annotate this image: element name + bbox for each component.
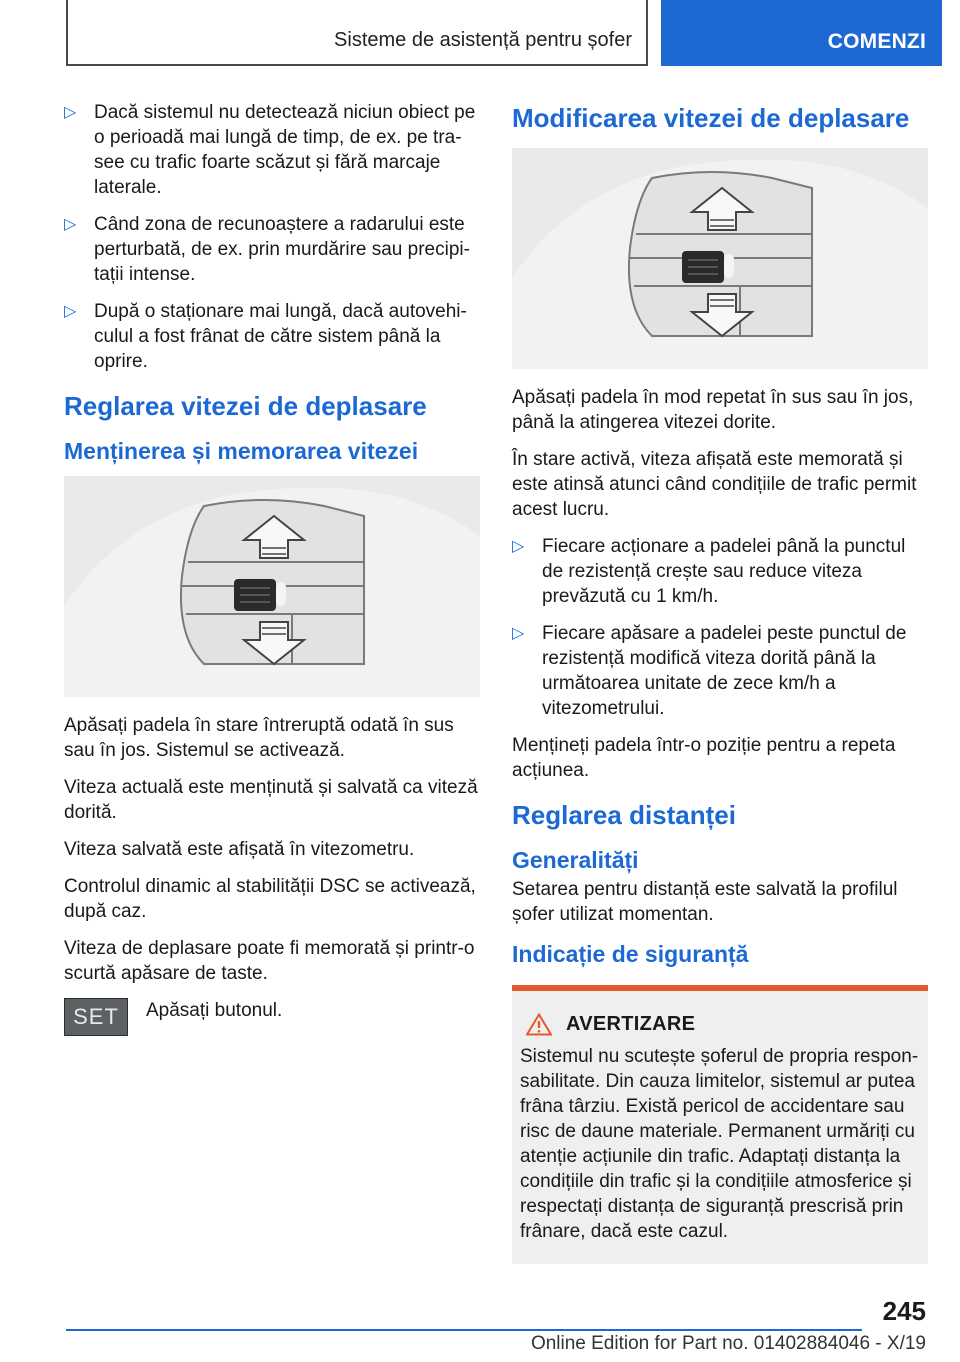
edition-footer: Online Edition for Part no. 01402884046 - X/19	[530, 1333, 926, 1354]
list-item: ▷ După o staționare mai lungă, dacă autovehiculul a fost frânat de către sistem până la oprire.	[64, 301, 467, 372]
paragraph: Viteza de deplasare poate fi memorată și printr-o scurtă apăsare de taste.	[64, 938, 475, 984]
left-column	[64, 100, 480, 1036]
steering-wheel-paddle-image	[64, 476, 480, 697]
heading-change-speed: Modificarea vitezei de deplasare	[512, 103, 910, 133]
paragraph: Viteza salvată este afișată în vitezometru.	[64, 839, 415, 860]
page-number: 245	[882, 1296, 926, 1326]
subheading-general: Generalități	[512, 847, 639, 873]
warning-text: Sistemul nu scutește șoferul de propria responsabilitate. Din cauza limitelor, sistemul ar putea frâna târziu. Există pericol de accidentare sau risc de daune materiale. Permanent urmăriți cu atenție acțiunile din trafic. Adaptați distanța la condițiile din trafic și la condițiile atmosferice și respectați distanța de siguranță prescrisă prin frânare, dacă este cazul.	[520, 1046, 919, 1242]
heading-distance: Reglarea distanței	[512, 800, 736, 830]
triangle-bullet-icon: ▷	[64, 216, 77, 233]
list-item: ▷ Fiecare acționare a padelei până la punctul de rezistență crește sau reduce viteza prevăzută cu 1 km/h.	[512, 536, 906, 607]
right-column	[512, 100, 928, 1264]
paragraph: Setarea pentru distanță este salvată la profilul șofer utilizat momentan.	[512, 879, 898, 925]
steering-wheel-paddle-image	[512, 148, 928, 369]
set-instruction	[64, 998, 480, 1036]
paragraph: În stare activă, viteza afișată este memorată și este atinsă atunci când condițiile de trafic permit acest lucru.	[512, 449, 917, 520]
warning-header	[520, 1013, 920, 1036]
set-instruction-text: Apăsați butonul.	[146, 1000, 283, 1021]
footer-divider	[66, 1329, 862, 1331]
section-title: Sisteme de asistență pentru șofer	[66, 0, 648, 66]
heading-speed-adjust: Reglarea vitezei de deplasare	[64, 391, 427, 421]
paragraph: Mențineți padela într-o poziție pentru a repeta acțiunea.	[512, 735, 896, 781]
warning-triangle-icon	[526, 1013, 552, 1036]
subheading-safety: Indicație de siguranță	[512, 941, 749, 967]
warning-box	[512, 985, 928, 1264]
list-item: ▷ Când zona de recunoaștere a radarului este perturbată, de ex. prin murdărire sau precipitații intense.	[64, 214, 470, 285]
paragraph: Apăsați padela în mod repetat în sus sau în jos, până la atingerea vitezei dorite.	[512, 387, 914, 433]
list-item: ▷ Fiecare apăsare a padelei peste punctul de rezistență modifică viteza dorită până la următoarea unitate de zece km/h a vitezometrului.	[512, 623, 907, 719]
triangle-bullet-icon: ▷	[512, 625, 525, 642]
chapter-tab[interactable]: COMENZI	[661, 0, 942, 66]
paragraph: Apăsați padela în stare întreruptă odată în sus sau în jos. Sistemul se activează.	[64, 715, 454, 761]
paragraph: Viteza actuală este menținută și salvată ca viteză dorită.	[64, 777, 478, 823]
subheading-hold-speed: Menținerea și memorarea vitezei	[64, 438, 419, 464]
list-item: ▷ Dacă sistemul nu detectează niciun obiect pe o perioadă mai lungă de timp, de ex. pe trasee cu trafic foarte scăzut și fără marcaje laterale.	[64, 102, 476, 198]
triangle-bullet-icon: ▷	[64, 303, 77, 320]
paragraph: Controlul dinamic al stabilității DSC se activează, după caz.	[64, 876, 476, 922]
triangle-bullet-icon: ▷	[64, 104, 77, 121]
triangle-bullet-icon: ▷	[512, 538, 525, 555]
warning-title: AVERTIZARE	[566, 1013, 696, 1035]
set-button[interactable]: SET	[64, 998, 128, 1036]
